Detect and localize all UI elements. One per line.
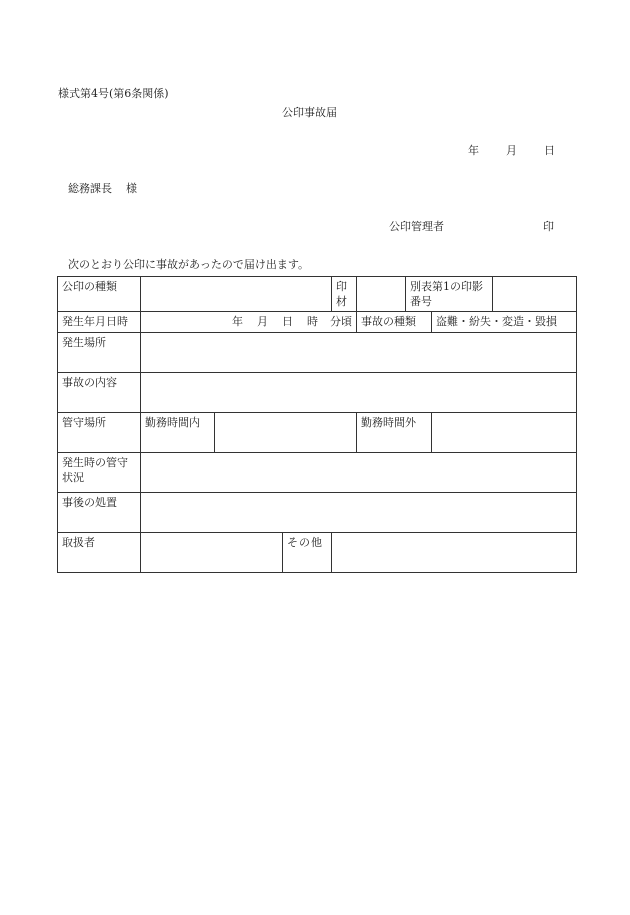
row-datetime bbox=[58, 312, 577, 333]
datetime-year-unit: 年 bbox=[232, 315, 243, 328]
datetime-minute-unit: 分頃 bbox=[330, 315, 352, 328]
other-label: その他 bbox=[283, 533, 332, 573]
addressee-honorific: 様 bbox=[126, 182, 137, 195]
row-custody-place bbox=[58, 413, 577, 453]
accident-type-label: 事故の種類 bbox=[357, 312, 432, 333]
datetime-day-unit: 日 bbox=[282, 315, 293, 328]
during-hours-label: 勤務時間内 bbox=[141, 413, 215, 453]
material-field[interactable] bbox=[357, 277, 406, 312]
row-location bbox=[58, 333, 577, 373]
seal-mark: 印 bbox=[543, 220, 554, 233]
details-field[interactable] bbox=[141, 373, 577, 413]
material-label: 印 材 bbox=[332, 277, 357, 312]
date-year-label: 年 bbox=[468, 144, 479, 157]
datetime-month-unit: 月 bbox=[257, 315, 268, 328]
row-custody-status bbox=[58, 453, 577, 493]
after-hours-label: 勤務時間外 bbox=[357, 413, 432, 453]
addressee-name: 総務課長 bbox=[68, 182, 112, 195]
row-seal-type bbox=[58, 277, 577, 312]
datetime-label: 発生年月日時 bbox=[58, 312, 141, 333]
after-hours-field[interactable] bbox=[432, 413, 577, 453]
date-month-label: 月 bbox=[506, 144, 517, 157]
datetime-hour-unit: 時 bbox=[307, 315, 318, 328]
date-day-label: 日 bbox=[544, 144, 555, 157]
seal-type-label: 公印の種類 bbox=[58, 277, 141, 312]
row-followup bbox=[58, 493, 577, 533]
impression-number-field[interactable] bbox=[493, 277, 577, 312]
handler-field[interactable] bbox=[141, 533, 283, 573]
other-field[interactable] bbox=[332, 533, 577, 573]
row-handler bbox=[58, 533, 577, 573]
row-details bbox=[58, 373, 577, 413]
during-hours-field[interactable] bbox=[215, 413, 357, 453]
document-title: 公印事故届 bbox=[282, 106, 337, 119]
custody-status-label: 発生時の管守状況 bbox=[58, 453, 141, 493]
accident-type-options[interactable]: 盗難・紛失・変造・毀損 bbox=[432, 312, 577, 333]
accident-report-table bbox=[57, 276, 577, 573]
details-label: 事故の内容 bbox=[58, 373, 141, 413]
location-field[interactable] bbox=[141, 333, 577, 373]
impression-number-label: 別表第1の印影番号 bbox=[406, 277, 493, 312]
followup-field[interactable] bbox=[141, 493, 577, 533]
custody-status-field[interactable] bbox=[141, 453, 577, 493]
form-number: 様式第4号(第6条関係) bbox=[58, 87, 169, 100]
intro-text: 次のとおり公印に事故があったので届け出ます。 bbox=[68, 258, 310, 271]
date-line bbox=[443, 142, 555, 158]
custody-place-label: 管守場所 bbox=[58, 413, 141, 453]
addressee bbox=[68, 180, 137, 196]
followup-label: 事後の処置 bbox=[58, 493, 141, 533]
location-label: 発生場所 bbox=[58, 333, 141, 373]
handler-label: 取扱者 bbox=[58, 533, 141, 573]
seal-type-field[interactable] bbox=[141, 277, 332, 312]
datetime-field[interactable] bbox=[141, 312, 357, 333]
submitter-label: 公印管理者 bbox=[389, 220, 444, 233]
